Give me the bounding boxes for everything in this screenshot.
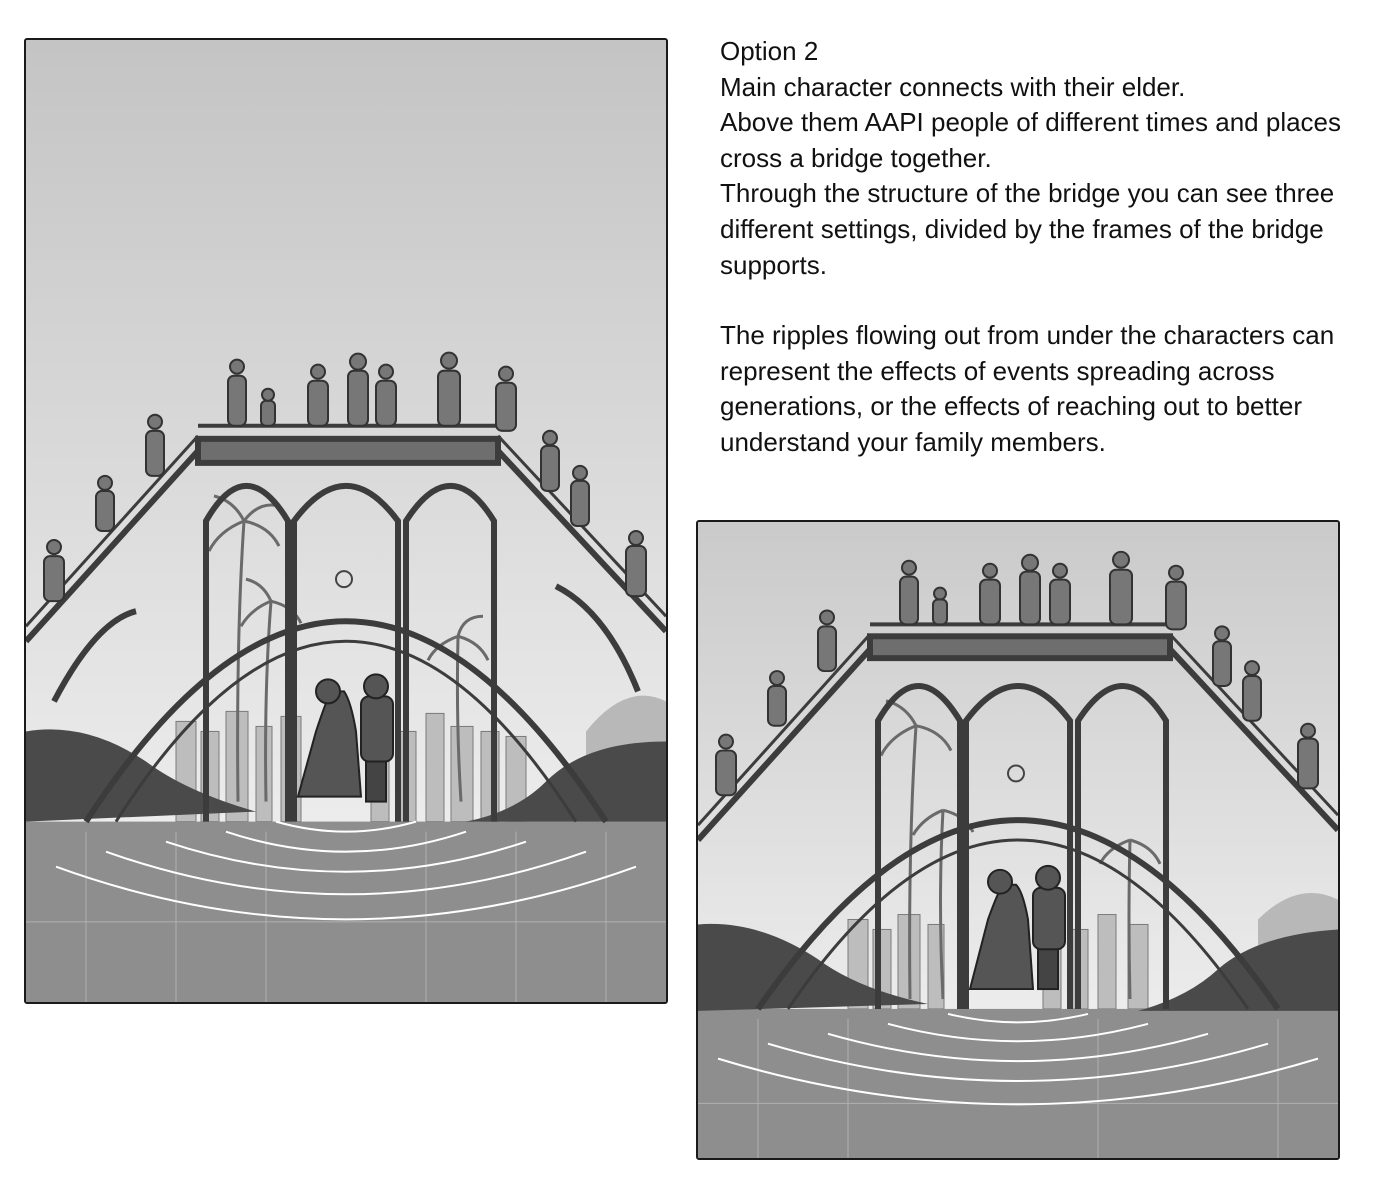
paragraph-gap <box>720 283 1370 318</box>
water <box>698 1009 1338 1158</box>
bridge-illustration-large <box>26 40 666 1002</box>
sketch-panel-large <box>24 38 668 1004</box>
description-line-2: Above them AAPI people of different times and places cross a bridge together. <box>720 107 1342 173</box>
water <box>26 822 666 1002</box>
ripples-note: The ripples flowing out from under the characters can represent the effects of events spreading across generations, or the effects of reaching out to better understand your family members. <box>720 320 1335 457</box>
sketch-panel-small <box>696 520 1340 1160</box>
description-line-3: Through the structure of the bridge you can see three different settings, divided by the frames of the bridge supports. <box>720 178 1335 280</box>
description-text <box>720 34 1370 461</box>
description-line-1: Main character connects with their elder. <box>720 71 1186 102</box>
option-title: Option 2 <box>720 36 819 66</box>
bridge-illustration-small <box>698 522 1338 1158</box>
